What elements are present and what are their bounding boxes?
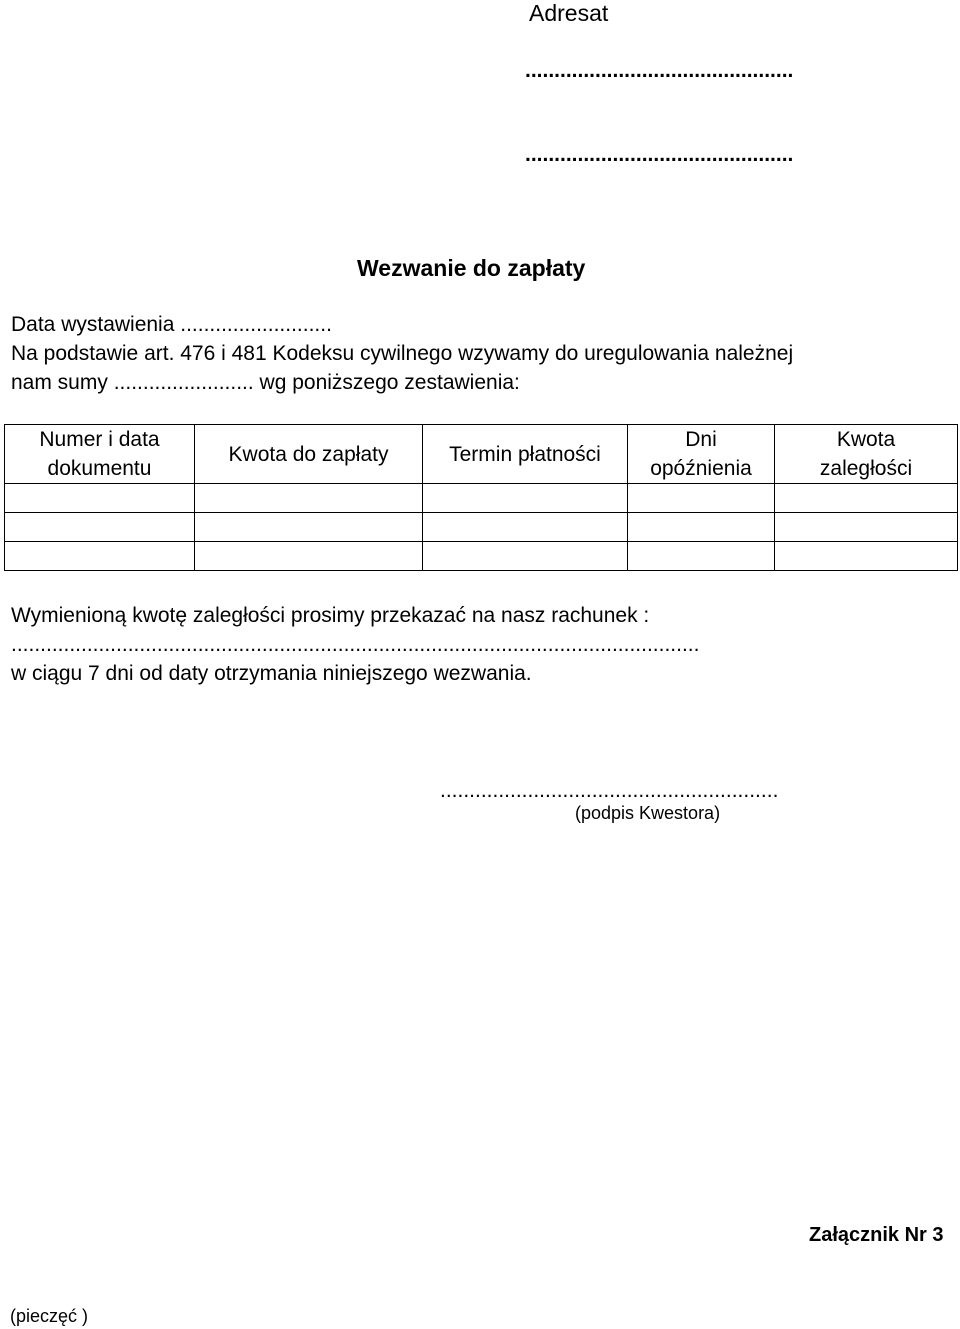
table-cell <box>423 484 628 513</box>
attachment-label: Załącznik Nr 3 <box>809 1224 944 1246</box>
table-cell <box>628 542 775 571</box>
signature-line: .......................................................... <box>440 779 779 802</box>
document-title: Wezwanie do zapłaty <box>357 255 586 281</box>
table-cell <box>775 542 958 571</box>
intro-line-2: nam sumy ........................ wg poniższego zestawienia: <box>11 371 520 394</box>
table-cell <box>5 542 195 571</box>
intro-line-1: Na podstawie art. 476 i 481 Kodeksu cywilnego wzywamy do uregulowania należnej <box>11 342 794 365</box>
payment-instruction: Wymienioną kwotę zaległości prosimy przekazać na nasz rachunek : <box>11 604 650 627</box>
table-cell <box>628 513 775 542</box>
header-arrears-amount: Kwota zaległości <box>775 425 958 484</box>
table-cell <box>195 513 423 542</box>
recipient-line-2: .............................................. <box>525 143 794 166</box>
table-cell <box>5 513 195 542</box>
table-row <box>5 484 958 513</box>
table-cell <box>775 484 958 513</box>
issue-date: Data wystawienia .......................... <box>11 313 332 336</box>
table-row <box>5 542 958 571</box>
signature-label: (podpis Kwestora) <box>575 803 721 823</box>
table-cell <box>423 513 628 542</box>
header-document: Numer i data dokumentu <box>5 425 195 484</box>
recipient-label: Adresat <box>529 0 609 26</box>
table-cell <box>775 513 958 542</box>
table-cell <box>195 484 423 513</box>
table-cell <box>423 542 628 571</box>
settlement-table <box>4 424 958 571</box>
table-cell <box>5 484 195 513</box>
recipient-line-1: .............................................. <box>525 59 794 82</box>
header-amount-due: Kwota do zapłaty <box>195 425 423 484</box>
stamp-label: (pieczęć ) <box>10 1306 89 1326</box>
table-row <box>5 513 958 542</box>
table-header-row <box>5 425 958 484</box>
table-cell <box>195 542 423 571</box>
table-cell <box>628 484 775 513</box>
bank-account-line: ...................................................................................................................... <box>11 633 700 656</box>
payment-deadline: w ciągu 7 dni od daty otrzymania niniejszego wezwania. <box>11 662 532 685</box>
header-days-overdue: Dni opóźnienia <box>628 425 775 484</box>
header-due-date: Termin płatności <box>423 425 628 484</box>
